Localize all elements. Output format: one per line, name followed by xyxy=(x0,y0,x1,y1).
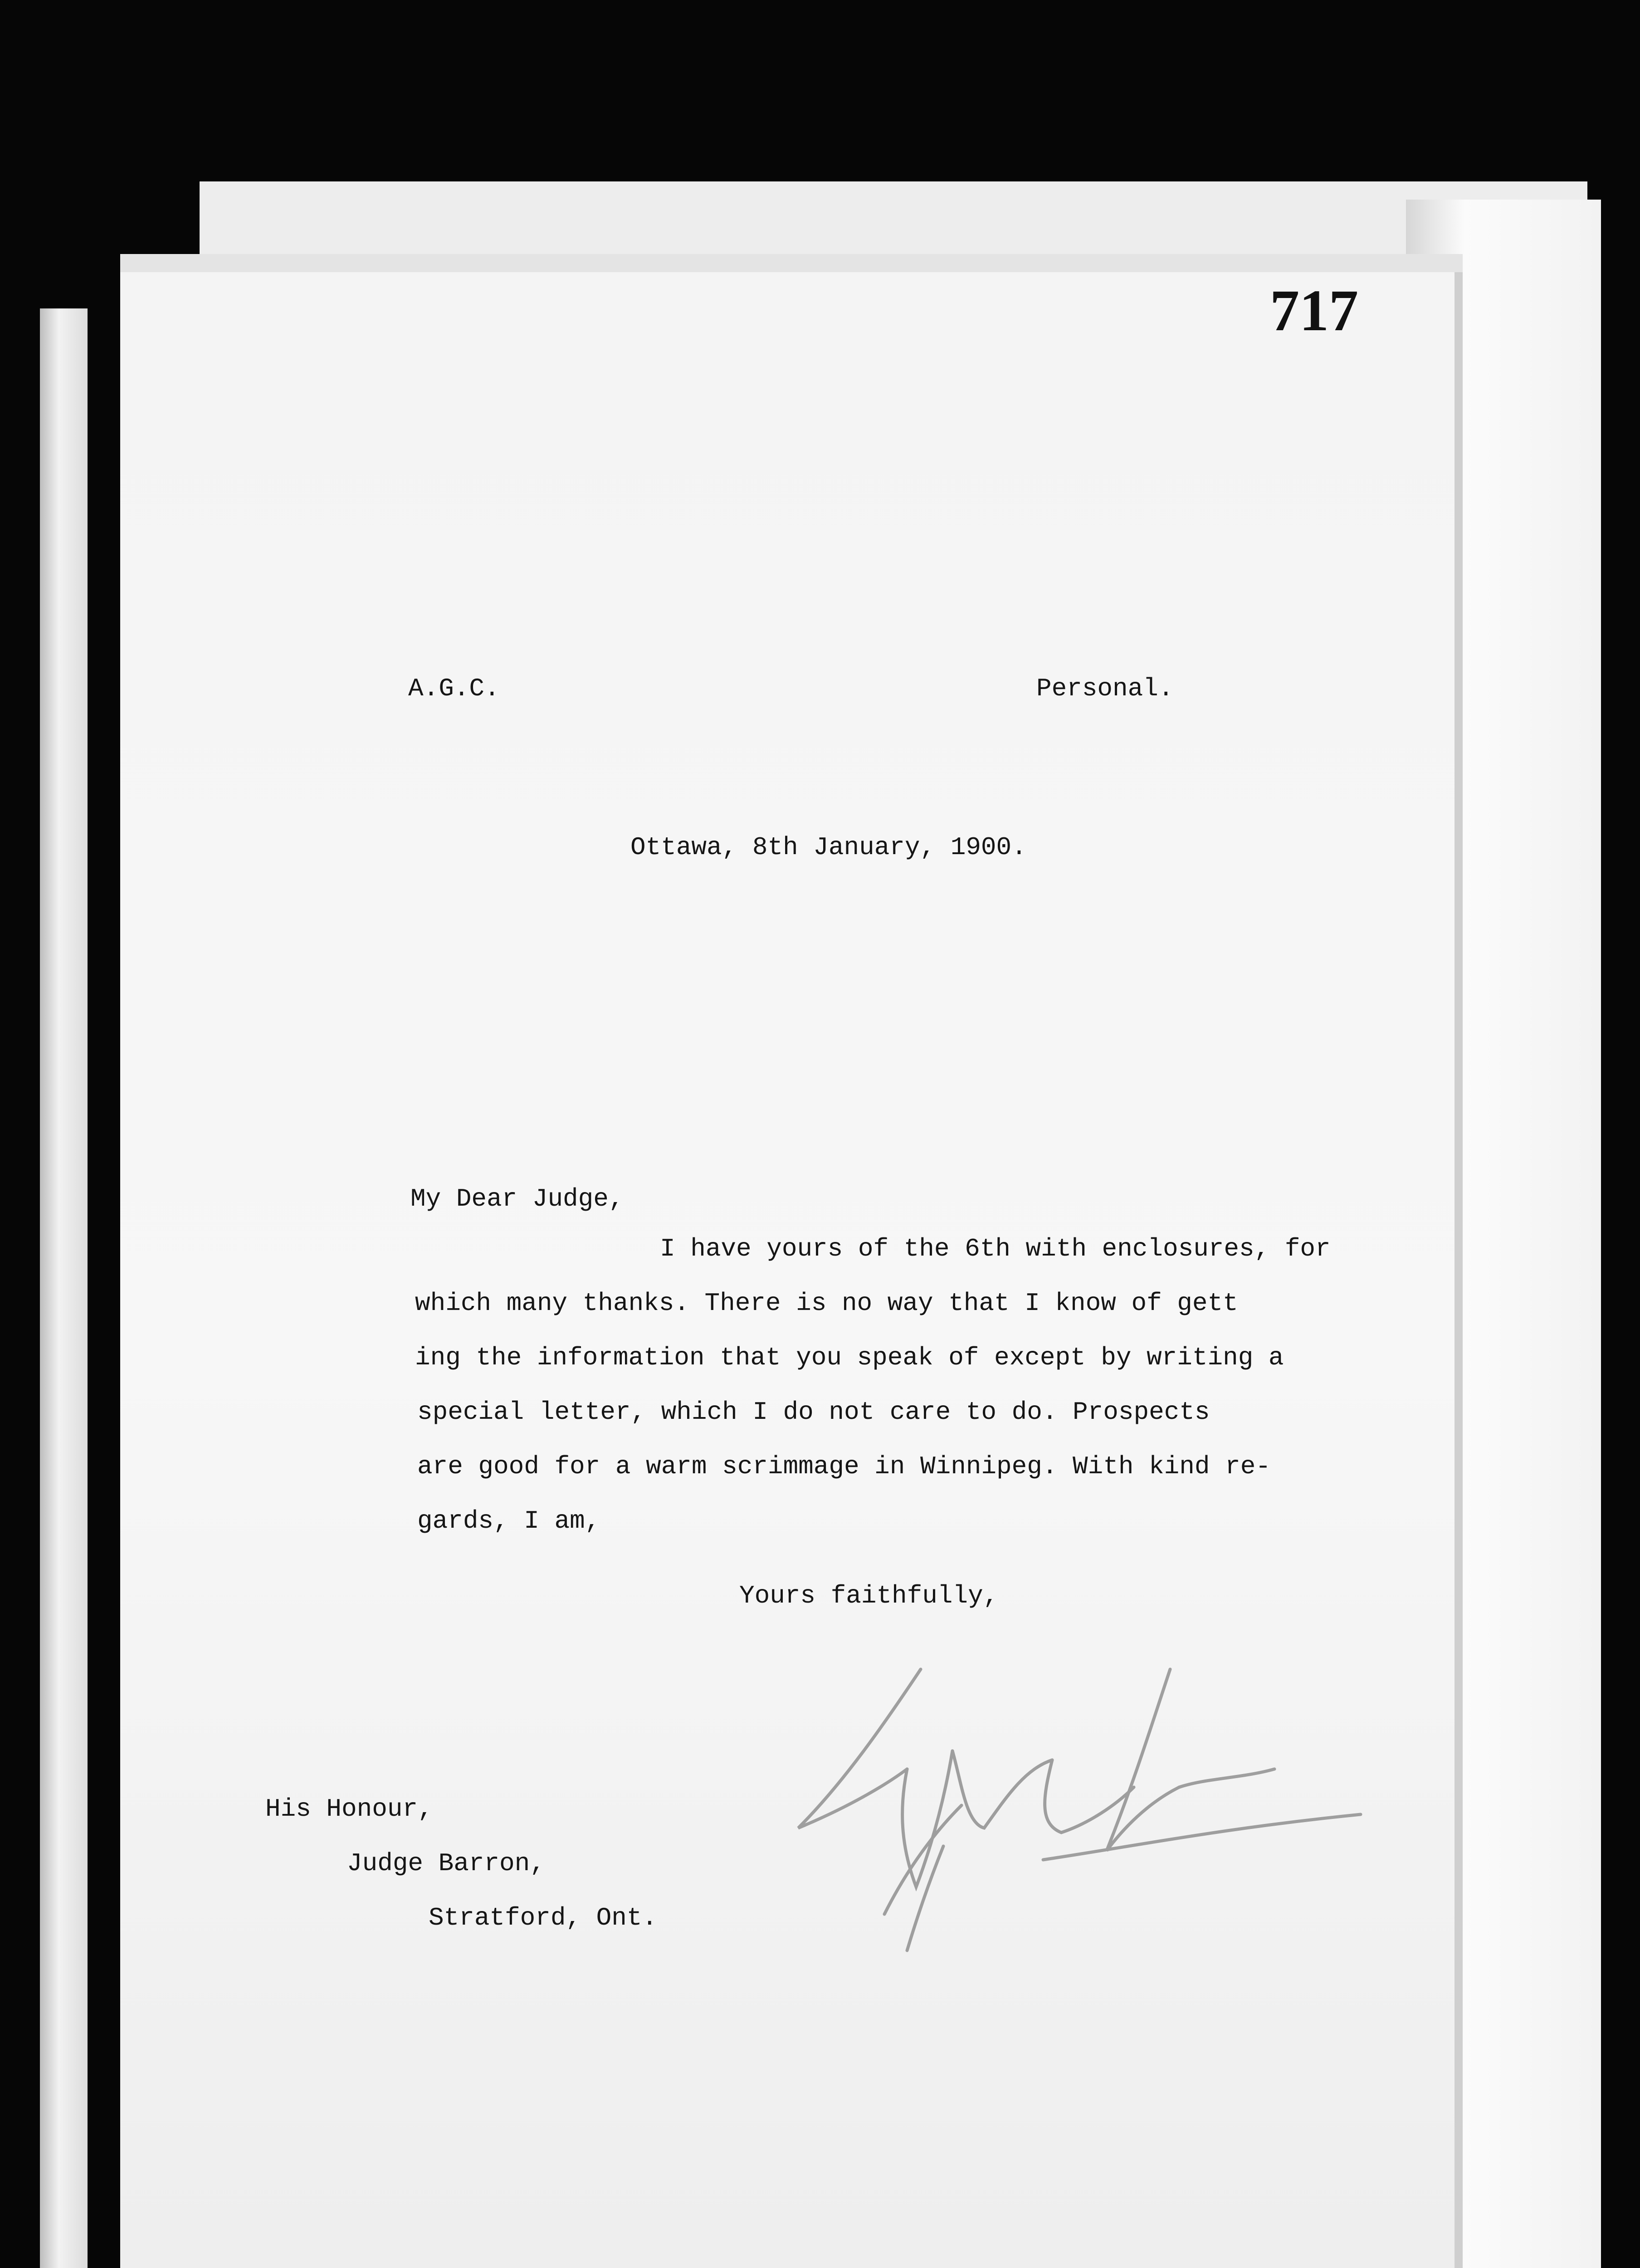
body-line-3: ing the information that you speak of except by writing a xyxy=(415,1343,1284,1372)
page-number: 717 xyxy=(1270,278,1358,343)
dateline: Ottawa, 8th January, 1900. xyxy=(630,833,1027,862)
body-line-2: which many thanks. There is no way that I know of gett xyxy=(415,1289,1238,1318)
addressee-line-1: His Honour, xyxy=(265,1794,433,1823)
back-paper-strip xyxy=(40,308,88,2268)
addressee-line-3: Stratford, Ont. xyxy=(429,1903,658,1932)
closing: Yours faithfully, xyxy=(739,1581,999,1610)
addressee-line-2: Judge Barron, xyxy=(347,1849,545,1878)
salutation: My Dear Judge, xyxy=(410,1184,624,1213)
handwritten-signature xyxy=(771,1633,1406,1978)
body-line-4: special letter, which I do not care to do. Prospects xyxy=(417,1398,1210,1427)
body-line-6: gards, I am, xyxy=(417,1506,600,1535)
body-line-5: are good for a warm scrimmage in Winnipeg. With kind re- xyxy=(417,1452,1271,1481)
header-reference: A.G.C. xyxy=(408,674,500,703)
header-personal: Personal. xyxy=(1036,674,1174,703)
body-line-1: I have yours of the 6th with enclosures, for xyxy=(660,1234,1331,1263)
